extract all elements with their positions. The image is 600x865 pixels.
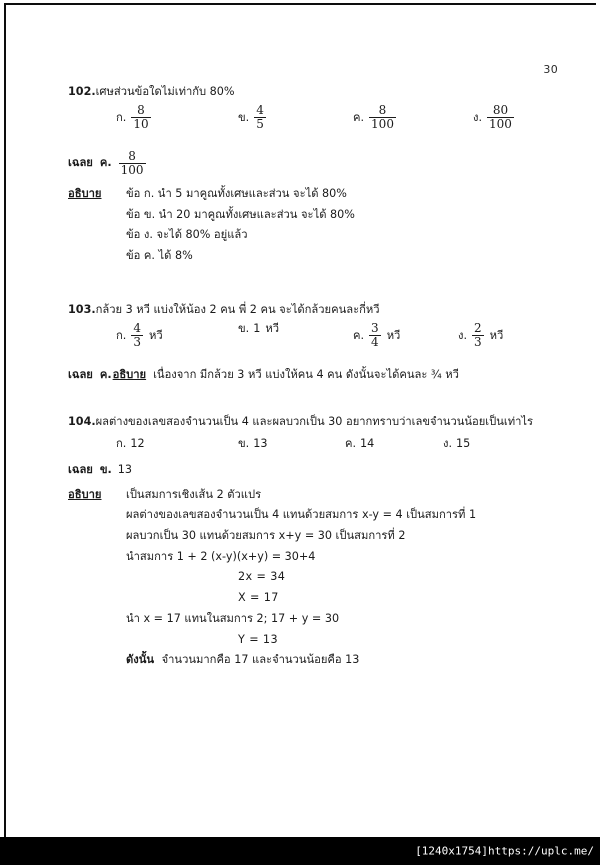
choice-104-d-value: 15 — [456, 436, 471, 450]
answer-104-key: ข. — [99, 462, 112, 476]
answer-102-fraction — [119, 150, 146, 176]
question-103 — [68, 301, 568, 383]
choice-102-c-denominator: 100 — [371, 117, 394, 132]
question-102 — [68, 83, 568, 267]
choice-104-c[interactable] — [345, 437, 374, 450]
footer-watermark-text: [1240x1754]https://uplc.me/ — [415, 844, 594, 858]
explanation-104-line-7: นำ x = 17 แทนในสมการ 2; 17 + y = 30 — [126, 611, 340, 625]
choice-104-a[interactable] — [116, 437, 145, 450]
choice-102-b-numerator: 4 — [256, 103, 264, 118]
choice-102-d-key: ง. — [473, 110, 483, 124]
choice-104-b[interactable] — [238, 437, 267, 450]
choice-103-c-numerator: 3 — [371, 321, 379, 336]
question-103-number: 103. — [68, 302, 96, 316]
choice-104-b-key: ข. — [238, 436, 250, 450]
question-104-choices — [68, 437, 568, 457]
question-104 — [68, 413, 568, 671]
question-102-stem — [68, 83, 568, 100]
question-103-choices — [68, 322, 568, 362]
answer-104 — [68, 463, 568, 478]
choice-104-d-key: ง. — [443, 436, 453, 450]
choice-103-c-unit: หวี — [386, 328, 401, 342]
choice-103-a-numerator: 4 — [133, 321, 141, 336]
choice-102-b-key: ข. — [238, 110, 250, 124]
explanation-102-line-2: ข้อ ข. นำ 20 มาคูณทั้งเศษและส่วน จะได้ 80% — [126, 207, 355, 221]
choice-103-a[interactable] — [116, 322, 163, 348]
question-103-text: กล้วย 3 หวี แบ่งให้น้อง 2 คน พี่ 2 คน จะได้กล้วยคนละกี่หวี — [95, 302, 380, 316]
choice-103-c-key: ค. — [353, 328, 365, 342]
answer-102-denominator: 100 — [120, 163, 144, 178]
choice-103-d-unit: หวี — [489, 328, 504, 342]
choice-102-c-numerator: 8 — [378, 103, 387, 118]
choice-103-d-denominator: 3 — [474, 334, 482, 349]
choice-104-c-key: ค. — [345, 436, 357, 450]
page-sheet — [4, 3, 596, 837]
choice-103-a-key: ก. — [116, 328, 127, 342]
answer-102 — [68, 150, 568, 176]
question-104-stem — [68, 413, 568, 430]
explanation-102-line-4: ข้อ ค. ได้ 8% — [126, 248, 193, 262]
explanation-104-lines — [126, 485, 568, 671]
explanation-104-line-4: นำสมการ 1 + 2 (x-y)(x+y) = 30+4 — [126, 549, 316, 563]
choice-103-d-numerator: 2 — [474, 321, 482, 336]
explanation-104-line-1: เป็นสมการเชิงเส้น 2 ตัวแปร — [126, 487, 262, 501]
spacer-after-102 — [68, 267, 568, 301]
explanation-104-equation-1: 2x = 34 — [238, 570, 286, 584]
choice-102-b-fraction — [254, 104, 266, 130]
choice-103-a-denominator: 3 — [133, 334, 141, 349]
choice-102-b[interactable] — [238, 104, 267, 130]
choice-103-b-unit: หวี — [265, 322, 280, 336]
answer-104-tag: เฉลย — [68, 462, 93, 476]
choice-102-d[interactable] — [473, 104, 515, 130]
page-number: 30 — [543, 63, 558, 76]
choice-104-a-value: 12 — [130, 436, 145, 450]
choice-103-d-key: ง. — [458, 328, 468, 342]
answer-103-key: ค. — [99, 368, 112, 382]
explanation-104-conclusion — [126, 650, 568, 671]
choice-103-d[interactable] — [458, 322, 503, 348]
choice-103-d-fraction — [472, 322, 484, 348]
choice-103-b-value: 1 — [253, 322, 261, 336]
question-104-number: 104. — [68, 414, 96, 428]
spacer-after-103 — [68, 383, 568, 413]
choice-103-a-fraction — [131, 322, 143, 348]
answer-102-key: ค. — [99, 156, 112, 170]
choice-102-c-fraction — [369, 104, 396, 130]
choice-104-b-value: 13 — [253, 436, 268, 450]
choice-103-a-unit: หวี — [148, 328, 163, 342]
question-103-stem — [68, 301, 568, 318]
choice-103-c-fraction — [369, 322, 381, 348]
choice-104-c-value: 14 — [360, 436, 375, 450]
choice-102-c-key: ค. — [353, 110, 365, 124]
explanation-104-equation-2: X = 17 — [238, 591, 279, 605]
choice-103-b-key: ข. — [238, 322, 250, 336]
answer-102-numerator: 8 — [128, 149, 136, 164]
explanation-104-tag: อธิบาย — [68, 487, 102, 501]
choice-102-a[interactable] — [116, 104, 152, 130]
choice-102-a-denominator: 10 — [133, 117, 149, 132]
choice-103-c-denominator: 4 — [371, 334, 379, 349]
answer-103-tag: เฉลย — [68, 368, 93, 382]
explanation-102-line-3: ข้อ ง. จะได้ 80% อยู่แล้ว — [126, 228, 248, 242]
choice-102-d-denominator: 100 — [489, 117, 512, 132]
choice-102-b-denominator: 5 — [256, 117, 264, 132]
explanation-102-lines — [126, 184, 568, 267]
explanation-102-tag: อธิบาย — [68, 186, 102, 200]
question-102-number: 102. — [68, 85, 96, 98]
choice-103-c[interactable] — [353, 322, 400, 348]
explanation-104-line-2: ผลต่างของเลขสองจำนวนเป็น 4 แทนด้วยสมการ x-y = 4 เป็นสมการที่ 1 — [126, 508, 477, 522]
explanation-104 — [68, 485, 568, 671]
question-102-text: เศษส่วนข้อใดไม่เท่ากับ 80% — [95, 85, 235, 98]
choice-104-a-key: ก. — [116, 436, 127, 450]
choice-102-a-fraction — [131, 104, 150, 130]
explanation-104-conclusion-tag: ดังนั้น — [126, 653, 155, 667]
choice-102-a-numerator: 8 — [137, 103, 145, 118]
choice-102-d-numerator: 80 — [492, 103, 509, 118]
answer-103-explanation-tag: อธิบาย — [112, 368, 147, 382]
explanation-104-line-3: ผลบวกเป็น 30 แทนด้วยสมการ x+y = 30 เป็นสมการที่ 2 — [126, 528, 406, 542]
choice-104-d[interactable] — [443, 437, 470, 450]
choice-102-a-key: ก. — [116, 110, 127, 124]
answer-104-value: 13 — [117, 462, 133, 476]
explanation-104-equation-3: Y = 13 — [238, 632, 278, 646]
answer-102-tag: เฉลย — [68, 156, 93, 170]
choice-102-d-fraction — [487, 104, 514, 130]
choice-102-c[interactable] — [353, 104, 397, 130]
explanation-102 — [68, 184, 568, 267]
question-102-choices — [68, 104, 568, 144]
answer-103 — [68, 368, 568, 383]
footer-watermark-bar — [0, 837, 600, 865]
question-104-text: ผลต่างของเลขสองจำนวนเป็น 4 และผลบวกเป็น 30 อยากทราบว่าเลขจำนวนน้อยเป็นเท่าไร — [95, 414, 533, 428]
choice-103-b[interactable] — [238, 322, 279, 335]
document-content — [68, 83, 568, 671]
explanation-104-conclusion-text: จำนวนมากคือ 17 และจำนวนน้อยคือ 13 — [161, 653, 360, 667]
explanation-102-line-1: ข้อ ก. นำ 5 มาคูณทั้งเศษและส่วน จะได้ 80% — [126, 186, 347, 200]
answer-103-note: เนื่องจาก มีกล้วย 3 หวี แบ่งให้คน 4 คน ดังนั้นจะได้คนละ ¾ หวี — [153, 368, 459, 382]
